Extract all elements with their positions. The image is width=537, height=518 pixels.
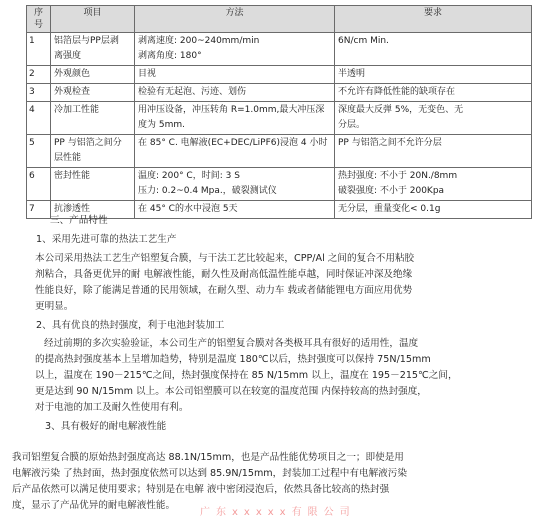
cell-item-line: PP 与铝箔之间分 [54,138,122,148]
section-heading-features: 三、产品特性 [50,215,108,226]
cell-item-line: 外观颜色 [54,69,91,79]
subheading-1: 1、采用先进可靠的热法工艺生产 [36,234,177,245]
cell-method [135,135,335,168]
cell-item-line: 密封性能 [54,171,91,181]
cell-method-line: 目视 [138,69,157,79]
cell-requirement-line: 半透明 [338,69,366,79]
cell-item-line: 铝箔层与PP层剥 [54,36,119,46]
cell-method-line: 用冲压设备，冲压转角 R=1.0mm,最大冲压深 [138,105,325,115]
cell-no-line: 5 [29,138,35,148]
paragraph-1-line-4: 更明显。 [35,301,74,312]
cell-item [51,84,135,102]
cell-no [27,102,51,135]
col-header-item: 项目 [51,6,135,33]
cell-requirement-line: 破裂强度: 不小于 200Kpa [338,186,445,196]
cell-method [135,201,335,219]
spec-table [26,5,532,219]
cell-method-line: 检验有无起泡、污迹、划伤 [138,87,247,97]
table-header-row [27,6,532,33]
paragraph-3-line-2: 电解液污染 了热封面，热封强度依然可以达到 85.9N/15mm，封装加工过程中有电解液污染 [12,468,407,479]
cell-method [135,33,335,66]
cell-requirement [335,135,532,168]
cell-no-line: 2 [29,69,35,79]
cell-no [27,168,51,201]
table-row [27,168,532,201]
paragraph-1-line-1: 本公司采用热法工艺生产铝塑复合膜，与干法工艺比较起来，CPP/Al 之间的复合不用粘胶 [35,253,415,264]
cell-requirement [335,66,532,84]
table-row [27,102,532,135]
cell-requirement-line: PP 与铝箔之间不允许分层 [338,138,442,148]
cell-method-line: 度为 5mm. [138,120,185,130]
paragraph-1-line-2: 剂粘合，具备更优异的耐 电解液性能，耐久性及耐高低温性能卓越，同时保证冲深及绝缘 [35,269,413,280]
cell-requirement [335,84,532,102]
cell-no [27,66,51,84]
paragraph-3-line-4: 度，显示了产品优异的耐电解液性能。 [12,500,176,511]
cell-method-line: 压力: 0.2~0.4 Mpa.，破裂测试仪 [138,186,277,196]
cell-requirement-line: 不允许有降低性能的缺项存在 [338,87,456,97]
cell-item [51,102,135,135]
cell-requirement-line: 分层。 [338,120,366,130]
cell-no-line: 7 [29,204,35,214]
cell-method-line: 在 45° C的水中浸泡 5天 [138,204,238,214]
cell-method [135,66,335,84]
paragraph-2-line-4: 更是达到 90 N/15mm 以上。本公司铝塑膜可以在较宽的温度范围 内保持较高的热封强度， [35,386,427,397]
cell-method [135,102,335,135]
cell-item-line: 离强度 [54,51,82,61]
cell-item [51,168,135,201]
cell-item-line: 层性能 [54,153,82,163]
cell-requirement-line: 无分层，重量变化< 0.1g [338,204,441,214]
cell-no-line: 1 [29,36,35,46]
cell-item [51,33,135,66]
subheading-3: 3、具有极好的耐电解液性能 [45,421,167,432]
cell-item-line: 抗渗透性 [54,204,91,214]
cell-no [27,33,51,66]
table-body [27,33,532,219]
paragraph-2-line-2: 的提高热封强度基本上呈增加趋势，特别是温度 180℃以后，热封强度可以保持 75N/15mm [35,354,431,365]
cell-method [135,84,335,102]
cell-method-line: 剥离角度: 180° [138,51,202,61]
paragraph-3-line-3: 后产品依然可以满足使用要求；特别是在电解 液中密闭浸泡后，依然具备比较高的热封强 [12,484,390,495]
subheading-2: 2、具有优良的热封强度，利于电池封装加工 [36,320,225,331]
cell-no-line: 4 [29,105,35,115]
table-row [27,33,532,66]
cell-method-line: 温度: 200° C，时间: 3 S [138,171,240,181]
cell-no [27,201,51,219]
cell-requirement [335,33,532,66]
col-header-method: 方法 [135,6,335,33]
cell-item-line: 冷加工性能 [54,105,100,115]
cell-requirement-line: 6N/cm Min. [338,36,389,46]
paragraph-2-line-5: 对于电池的加工及耐久性使用有利。 [35,402,189,413]
cell-no [27,135,51,168]
cell-no-line: 6 [29,171,35,181]
cell-requirement-line: 深度最大反弹 5%，无变色、无 [338,105,464,115]
cell-method-line: 剥离速度: 200~240mm/min [138,36,260,46]
table-row [27,135,532,168]
table-row [27,84,532,102]
cell-method-line: 在 85° C. 电解液(EC+DEC/LiPF6)浸泡 4 小时 [138,138,328,148]
cell-requirement [335,168,532,201]
cell-no [27,84,51,102]
paragraph-1-line-3: 性能良好，除了能满足普通的民用领域，在耐久型、动力车 载或者储能锂电方面应用优势 [35,285,413,296]
cell-requirement [335,201,532,219]
footer-watermark: 广东xxxxx有限公司 [200,507,356,518]
cell-item [51,66,135,84]
cell-item [51,135,135,168]
paragraph-3-line-1: 我司铝塑复合膜的原始热封强度高达 88.1N/15mm，也是产品性能优势项目之一；即使是用 [12,452,404,463]
cell-no-line: 3 [29,87,35,97]
paragraph-2-line-1: 经过前期的多次实验验证，本公司生产的铝塑复合膜对各类极耳具有很好的适用性，温度 [44,338,419,349]
table-row [27,66,532,84]
paragraph-2-line-3: 以上，温度在 190－215℃之间，热封强度保持在 85 N/15mm 以上，温度在 195－215℃之间， [35,370,458,381]
cell-requirement [335,102,532,135]
col-header-no: 序号 [27,6,51,33]
col-header-requirement: 要求 [335,6,532,33]
cell-method [135,168,335,201]
cell-item-line: 外观检查 [54,87,91,97]
cell-requirement-line: 热封强度: 不小于 20N./8mm [338,171,458,181]
